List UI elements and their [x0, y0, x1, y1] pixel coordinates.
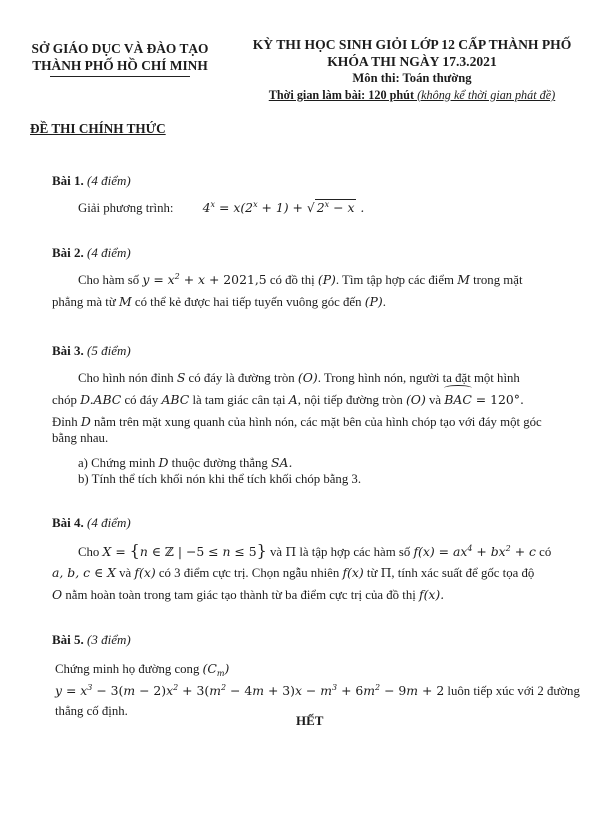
p3-pa2: thuộc đường thẳng — [171, 456, 268, 470]
p4-l2c: từ — [366, 566, 378, 580]
end-mark: HẾT — [296, 713, 324, 728]
p3-d-2: D — [158, 455, 169, 470]
p4-origin: O — [52, 587, 63, 602]
problem-3-part-b: b) Tính thể tích khối nón khi thể tích khối chóp bằng 3. — [78, 472, 362, 486]
p4-l1d: có — [539, 545, 552, 559]
problem-2-line-2 — [52, 290, 386, 314]
org-line-1: SỞ GIÁO DỤC VÀ ĐÀO TẠO — [31, 41, 209, 56]
p2-function: $y = x^2 + x + 2021,5$ — [142, 272, 267, 287]
time-note: (không kể thời gian phát đề) — [417, 88, 556, 102]
header-organization — [20, 40, 220, 77]
p3-vertex: S — [176, 370, 186, 385]
p3-l3a: Đỉnh — [52, 415, 78, 429]
p4-function: $f(x) = ax^4 + bx^2 + c$ — [413, 544, 536, 559]
org-underline — [50, 76, 190, 77]
p2-t4: trong mặt — [473, 273, 523, 287]
problem-1-text — [78, 196, 364, 220]
p4-abc: a, b, c ∈ X — [52, 565, 116, 580]
p4-l3a: nằm hoàn toàn trong tam giác tạo thành từ ba điểm cực trị của đồ thị — [65, 588, 416, 602]
p4-l2b: có 3 điểm cực trị. Chọn ngẫu nhiên — [158, 566, 340, 580]
problem-1-heading — [52, 173, 131, 189]
problem-5-label: Bài 5. — [52, 632, 84, 647]
p2-graph: (P) — [317, 272, 336, 287]
org-line-2: THÀNH PHỐ HỒ CHÍ MINH — [32, 58, 208, 73]
p5-family: $(C_m)$ — [202, 661, 230, 678]
time-label: Thời gian làm bài: 120 phút — [268, 88, 415, 102]
p4-fx-3: f(x). — [418, 587, 445, 602]
p2-t6: có thể kẻ được hai tiếp tuyến vuông góc đến — [134, 295, 362, 309]
p3-pa1: a) Chứng minh — [78, 456, 156, 470]
p4-set: X = {n ∈ ℤ | −5 ≤ n ≤ 5} — [102, 541, 267, 560]
p3-pyramid: D.ABC — [80, 392, 122, 407]
problem-1-equation: $4^x = x(2^x + 1)$ + √ 2$^x$ − x . — [202, 200, 365, 215]
problem-4-line-3 — [52, 583, 444, 607]
problem-4-points: (4 điểm) — [87, 515, 131, 530]
p4-fx-2: f(x) — [342, 565, 364, 580]
p2-point: M — [457, 272, 470, 287]
p5-equation: $y = x^3 - 3(m - 2)x^2 + 3(m^2 - 4m + 3)x - m^3 + 6m^2 - 9m + 2$ — [55, 683, 445, 698]
problem-1-points: (4 điểm) — [87, 173, 131, 188]
problem-3-line-2 — [52, 388, 524, 412]
p3-l1a: Cho hình nón đỉnh — [78, 371, 174, 385]
p3-l3b: nằm trên mặt xung quanh của hình nón, các mặt bên của hình chóp tạo với đáy một góc — [93, 415, 542, 429]
p3-base: ABC — [161, 392, 190, 407]
p4-l1b: và — [270, 545, 283, 559]
p3-angle: BAC = 120°. — [444, 392, 524, 407]
p4-l2a: và — [119, 566, 132, 580]
exam-title-line-2: KHÓA THI NGÀY 17.3.2021 — [327, 54, 497, 69]
p3-l2e: và — [428, 393, 442, 407]
problem-2-line-1 — [78, 268, 523, 292]
p3-line-sa: SA. — [271, 455, 293, 470]
problem-3-label: Bài 3. — [52, 343, 84, 358]
problem-1-label: Bài 1. — [52, 173, 84, 188]
p3-l2c: là tam giác cân tại — [192, 393, 286, 407]
p3-l1b: có đáy là đường tròn — [188, 371, 295, 385]
exam-title-line-1: KỲ THI HỌC SINH GIỎI LỚP 12 CẤP THÀNH PHỐ — [252, 37, 572, 52]
problem-2-label: Bài 2. — [52, 245, 84, 260]
exam-subject: Môn thi: Toán thường — [352, 71, 472, 85]
problem-4-heading — [52, 515, 131, 531]
exam-time — [244, 87, 580, 104]
p2-t3: . Tìm tập hợp các điểm — [335, 273, 454, 287]
p4-l2d: , tính xác suất để gốc tọa độ — [391, 566, 535, 580]
p2-graph-2: (P) — [364, 294, 383, 309]
p4-pi: Π — [285, 544, 297, 559]
problem-2-points: (4 điểm) — [87, 245, 131, 260]
problem-3-heading — [52, 343, 131, 359]
p2-point-2: M — [119, 294, 132, 309]
p3-l2d: , nội tiếp đường tròn — [297, 393, 403, 407]
p4-l1a: Cho — [78, 545, 100, 559]
p5-l1: Chứng minh họ đường cong — [55, 662, 200, 676]
p3-circle-2: (O) — [405, 392, 426, 407]
problem-2-heading — [52, 245, 131, 261]
problem-5-line-2 — [55, 679, 580, 703]
document-title: ĐỀ THI CHÍNH THỨC — [30, 121, 166, 136]
p2-t1: Cho hàm số — [78, 273, 140, 287]
problem-1-instruction: Giải phương trình: — [78, 201, 174, 215]
problem-5-points: (3 điểm) — [87, 632, 131, 647]
problem-4-line-2 — [52, 561, 534, 585]
problem-5-line-3: thẳng cố định. — [55, 704, 128, 718]
problem-5-line-1 — [55, 657, 229, 681]
problem-3-points: (5 điểm) — [87, 343, 131, 358]
p3-l2b: có đáy — [124, 393, 159, 407]
p4-l1c: là tập hợp các hàm số — [299, 545, 411, 559]
p3-apex-a: A — [288, 392, 298, 407]
p3-l1c: . Trong hình nón, người ta đặt một hình — [317, 371, 520, 385]
problem-3-line-3 — [52, 410, 542, 434]
p2-t7: . — [382, 295, 386, 309]
problem-3-line-4: bằng nhau. — [52, 431, 109, 445]
p4-fx: f(x) — [134, 565, 156, 580]
header-exam-info — [244, 36, 580, 104]
p3-d: D — [80, 414, 91, 429]
p4-pi-2: Π — [380, 565, 392, 580]
p5-l2: luôn tiếp xúc với 2 đường — [447, 684, 580, 698]
problem-4-label: Bài 4. — [52, 515, 84, 530]
p3-l2a: chóp — [52, 393, 77, 407]
p2-t2: có đồ thị — [269, 273, 315, 287]
p2-t5: phẳng mà từ — [52, 295, 116, 309]
p3-circle: (O) — [297, 370, 318, 385]
problem-5-heading — [52, 632, 131, 648]
